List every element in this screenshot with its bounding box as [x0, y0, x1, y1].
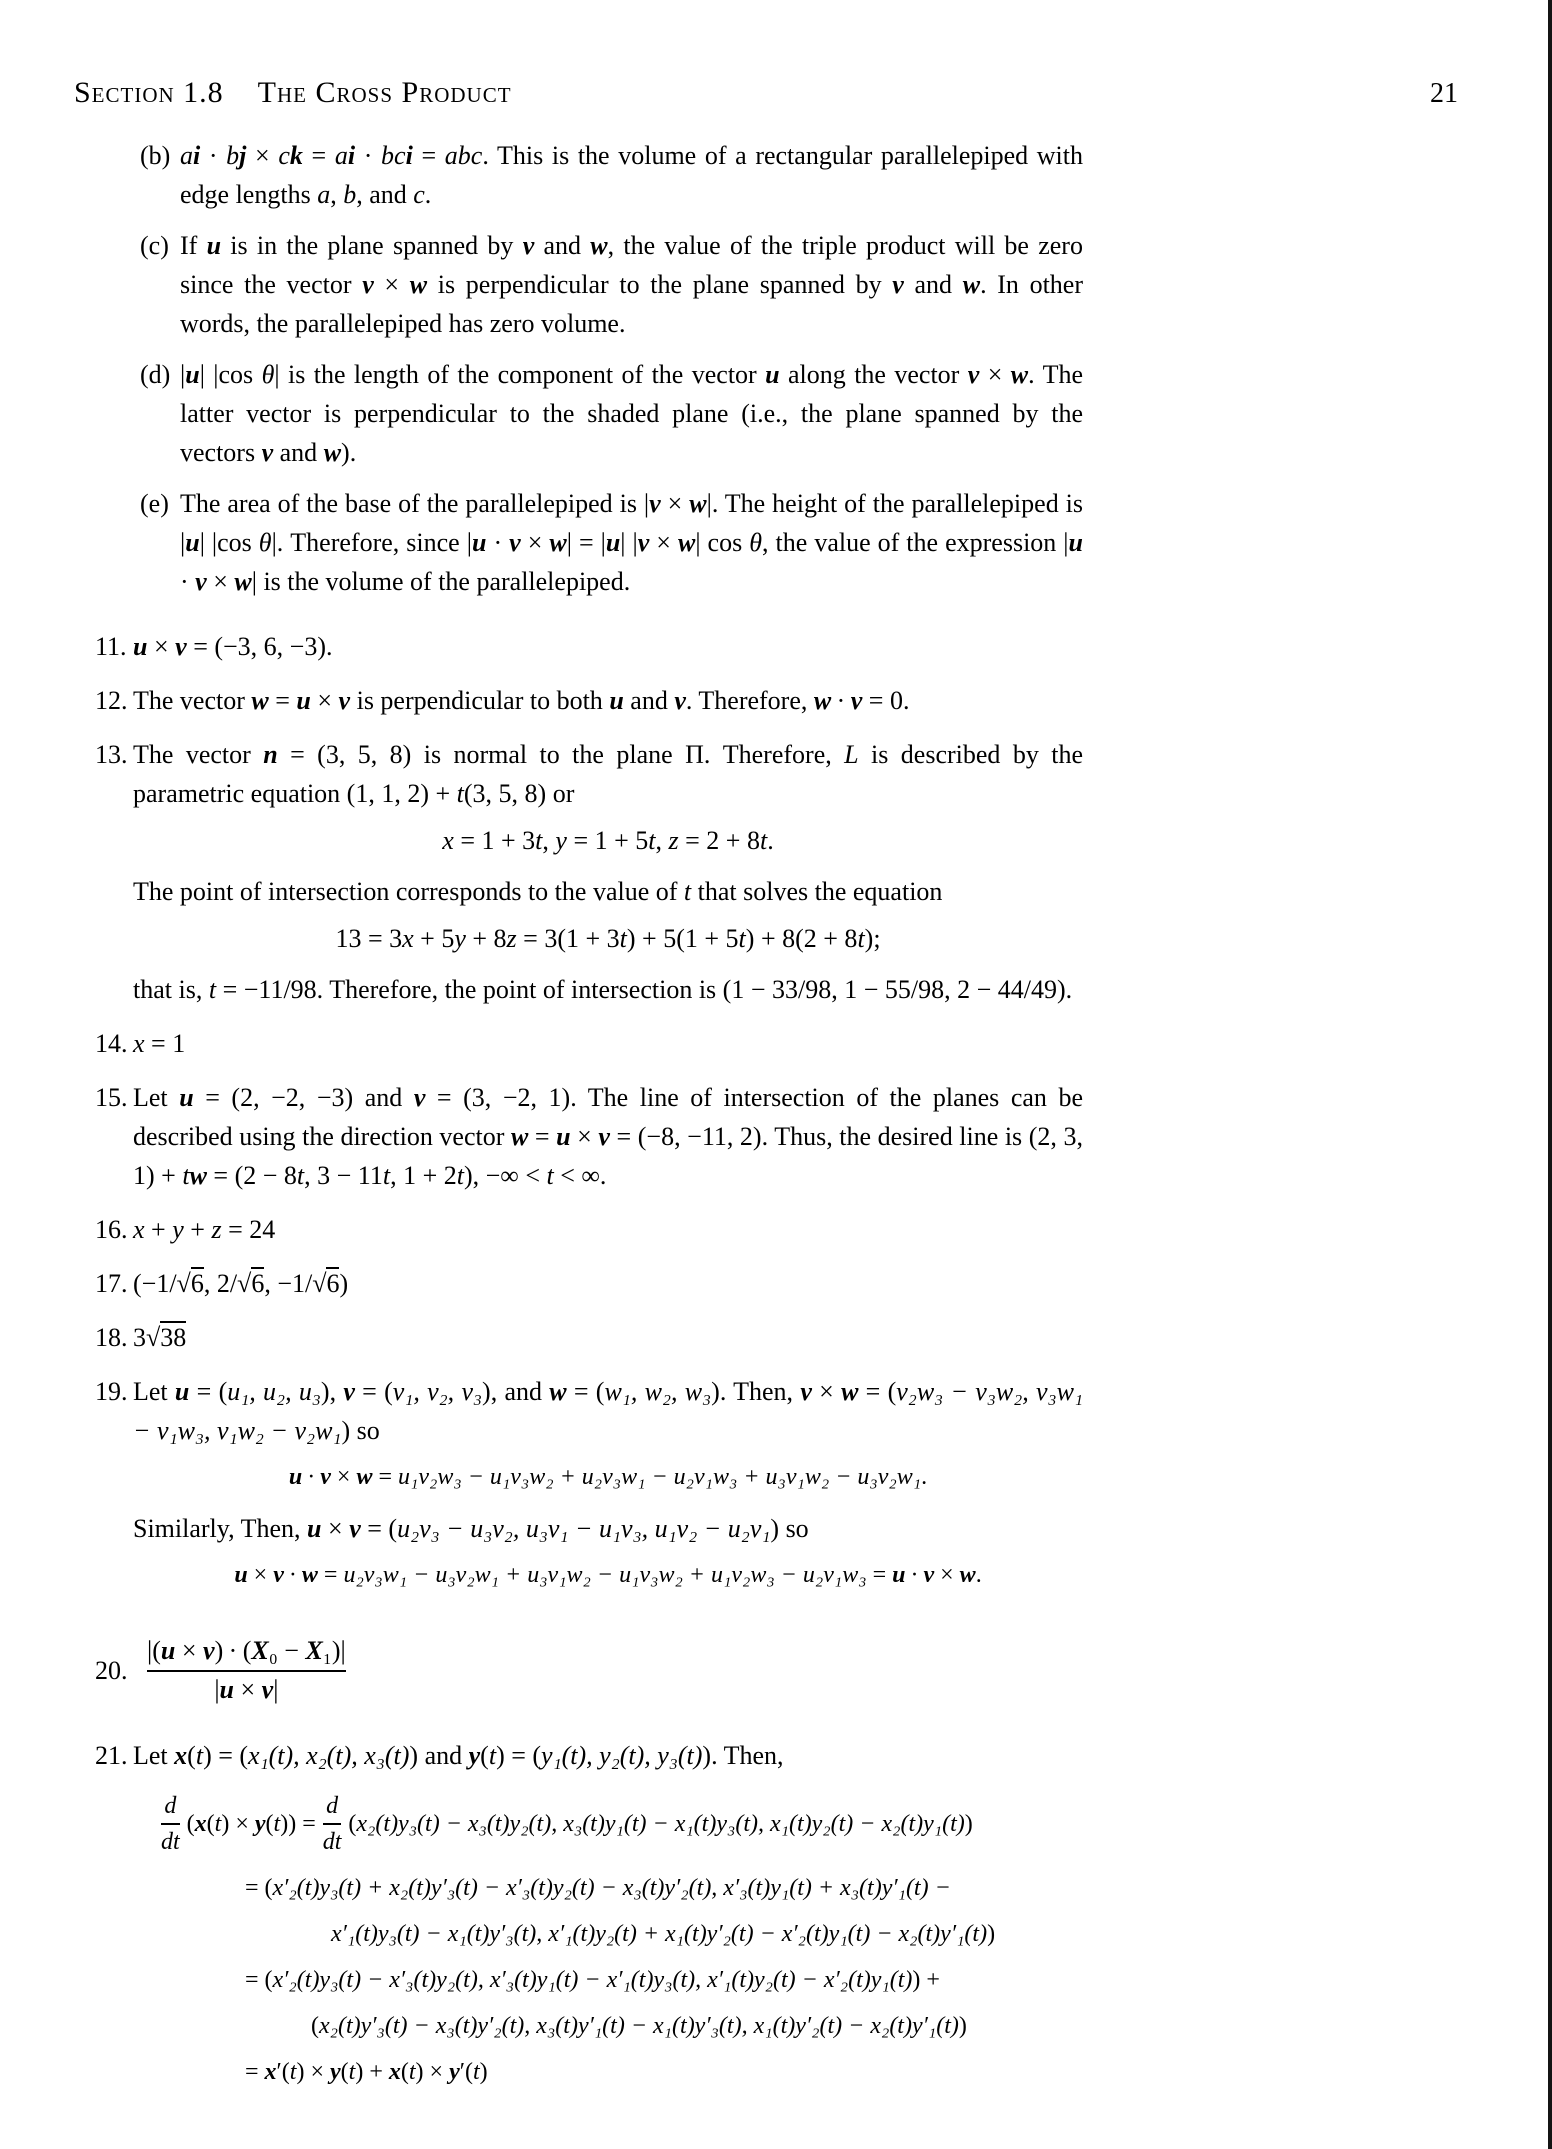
part-text: ai · bj × ck = ai · bci = abc. This is the volume of a rectangular parallelepiped with edge lengths a, b, and c.	[180, 141, 1083, 209]
part-label: (c)	[140, 231, 169, 260]
solution-item-11	[95, 627, 1083, 666]
fraction-numerator: d	[326, 1793, 339, 1819]
item-number: 19.	[95, 1377, 128, 1406]
equation-line-1	[161, 1791, 1083, 1857]
item-text: Let u = (u₁, u₂, u₃), v = (v₁, v₂, v₃), and w = (w₁, w₂, w₃). Then, v × w = (v₂w₃ − v₃w₂, v₃w₁ − v₁w₃, v₁w₂ − v₂w₁) so	[133, 1377, 1083, 1445]
display-equation: 13 = 3x + 5y + 8z = 3(1 + 3t) + 5(1 + 5t) + 8(2 + 8t);	[335, 924, 881, 953]
solutions-content	[95, 136, 1083, 2110]
display-equation: u ∙ v × w = u₁v₂w₃ − u₁v₃w₂ + u₂v₃w₁ − u₂v₁w₃ + u₃v₁w₂ − u₃v₂w₁.	[288, 1464, 928, 1490]
item-text: u × v = (−3, 6, −3).	[133, 632, 333, 661]
item-text: x + y + z = 24	[133, 1215, 276, 1244]
item-number: 13.	[95, 740, 128, 769]
display-equation: u × v ∙ w = u₂v₃w₁ − u₃v₂w₁ + u₃v₁w₂ − u₁v₃w₂ + u₁v₂w₃ − u₂v₁w₃ = u ∙ v × w.	[234, 1562, 982, 1588]
item-text: x = 1	[133, 1029, 186, 1058]
continuation-paragraph: Similarly, Then, u × v = (u₂v₃ − u₃v₂, u₃v₁ − u₁v₃, u₁v₂ − u₂v₁) so	[133, 1514, 809, 1543]
answer-part-e	[140, 484, 1083, 601]
page-header	[74, 76, 512, 110]
solution-item-16	[95, 1210, 1083, 1249]
section-title: The Cross Product	[257, 76, 512, 109]
answer-part-b	[140, 136, 1083, 214]
solution-item-13	[95, 735, 1083, 1009]
item-number: 18.	[95, 1323, 128, 1352]
solution-item-21	[95, 1736, 1083, 2095]
fraction-bar	[147, 1670, 346, 1672]
scan-edge-artifact	[1548, 0, 1552, 2149]
answer-part-d	[140, 355, 1083, 472]
item-text: The vector w = u × v is perpendicular to both u and v. Therefore, w ∙ v = 0.	[133, 686, 910, 715]
item-number: 21.	[95, 1741, 128, 1770]
fraction-bar	[323, 1823, 342, 1825]
fraction-denominator: dt	[322, 1829, 342, 1855]
part-text: The area of the base of the parallelepiped is |v × w|. The height of the parallelepiped is |u| |cos θ|. Therefore, since |u · v × w| = |u| |v × w| cos θ, the value of the expression |u · v × w| is the volume of the parallelepiped.	[180, 489, 1083, 596]
fraction-denominator: dt	[161, 1829, 180, 1855]
item-number: 14.	[95, 1029, 128, 1058]
solution-item-12	[95, 681, 1083, 720]
equation-line-2: = (x′₂(t)y₃(t) + x₂(t)y′₃(t) − x′₃(t)y₂(t) − x₃(t)y′₂(t), x′₃(t)y₁(t) + x₃(t)y′₁(t) −	[245, 1875, 951, 1901]
equation-line-6: = x′(t) × y(t) + x(t) × y′(t)	[245, 2059, 488, 2085]
item-text: (−1/√6, 2/√6, −1/√6)	[133, 1269, 349, 1298]
fraction-numerator: |(u × v) ∙ (X₀ − X₁)|	[147, 1636, 346, 1665]
part-text: If u is in the plane spanned by v and w, the value of the triple product will be zero since the vector v × w is perpendicular to the plane spanned by v and w. In other words, the parallelepiped has zero volume.	[180, 231, 1083, 338]
page-number: 21	[1430, 78, 1458, 109]
item-number: 15.	[95, 1083, 128, 1112]
equation-line-3: x′₁(t)y₃(t) − x₁(t)y′₃(t), x′₁(t)y₂(t) + x₁(t)y′₂(t) − x′₂(t)y₁(t) − x₂(t)y′₁(t))	[331, 1921, 996, 1947]
continuation-paragraph: that is, t = −11/98. Therefore, the point of intersection is (1 − 33/98, 1 − 55/98, 2 − 44/49).	[133, 975, 1073, 1004]
part-label: (b)	[140, 141, 171, 170]
solution-item-18	[95, 1318, 1083, 1357]
item-number: 16.	[95, 1215, 128, 1244]
equation-segment: (x(t) × y(t)) =	[186, 1810, 316, 1837]
item-text: 3√38	[133, 1323, 187, 1352]
solution-item-20	[95, 1635, 1083, 1706]
item-text: Let u = (2, −2, −3) and v = (3, −2, 1). The line of intersection of the planes can be described using the direction vector w = u × v = (−8, −11, 2). Thus, the desired line is (2, 3, 1) + tw = (2 − 8t, 3 − 11t, 1 + 2t), −∞ < t < ∞.	[133, 1083, 1083, 1190]
item-number: 20.	[95, 1656, 128, 1685]
part-label: (e)	[140, 489, 169, 518]
answer-part-c	[140, 226, 1083, 343]
part-label: (d)	[140, 360, 171, 389]
equation-line-5: (x₂(t)y′₃(t) − x₃(t)y′₂(t), x₃(t)y′₁(t) − x₁(t)y′₃(t), x₁(t)y′₂(t) − x₂(t)y′₁(t))	[311, 2013, 967, 2039]
solution-item-17	[95, 1264, 1083, 1303]
part-text: |u| |cos θ| is the length of the component of the vector u along the vector v × w. The latter vector is perpendicular to the shaded plane (i.e., the plane spanned by the vectors v and w).	[180, 360, 1084, 467]
solution-item-14	[95, 1024, 1083, 1063]
derivative-fraction	[161, 1791, 180, 1857]
continuation-paragraph: The point of intersection corresponds to the value of t that solves the equation	[133, 877, 943, 906]
item-number: 17.	[95, 1269, 128, 1298]
item-text: The vector n = (3, 5, 8) is normal to the plane Π. Therefore, L is described by the parametric equation (1, 1, 2) + t(3, 5, 8) or	[133, 740, 1083, 808]
item-number: 12.	[95, 686, 128, 715]
solution-item-19	[95, 1372, 1083, 1595]
fraction-numerator: d	[164, 1793, 177, 1819]
item-text: Let x(t) = (x₁(t), x₂(t), x₃(t)) and y(t) = (y₁(t), y₂(t), y₃(t)). Then,	[133, 1741, 784, 1770]
equation-segment: (x₂(t)y₃(t) − x₃(t)y₂(t), x₃(t)y₁(t) − x₁(t)y₃(t), x₁(t)y₂(t) − x₂(t)y₁(t))	[348, 1810, 973, 1837]
fraction	[147, 1635, 346, 1706]
derivative-fraction	[323, 1791, 342, 1857]
section-label: Section 1.8	[74, 76, 224, 109]
fraction-bar	[161, 1823, 180, 1825]
equation-line-4: = (x′₂(t)y₃(t) − x′₃(t)y₂(t), x′₃(t)y₁(t) − x′₁(t)y₃(t), x′₁(t)y₂(t) − x′₂(t)y₁(t)) +	[245, 1967, 940, 1993]
solution-item-15	[95, 1078, 1083, 1195]
item-number: 11.	[95, 632, 127, 661]
display-equation: x = 1 + 3t, y = 1 + 5t, z = 2 + 8t.	[442, 826, 774, 855]
fraction-denominator: |u × v|	[214, 1674, 279, 1704]
